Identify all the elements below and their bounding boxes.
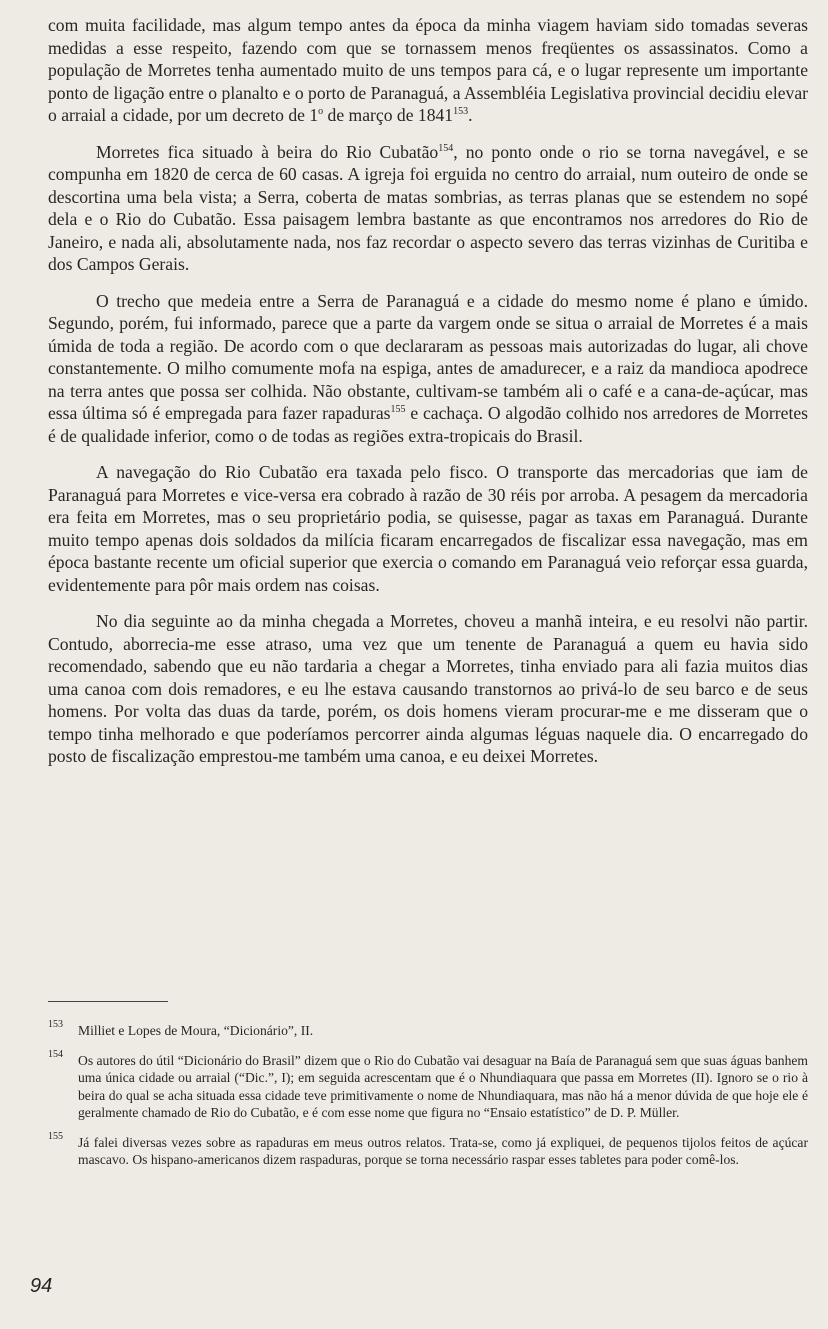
text-run: , no ponto onde o rio se torna navegável, e se compunha em 1820 de cerca de 60 casas. A igreja foi erguida no centro do arraial, num outeiro de onde se descortina uma bela vista; a Serra, coberta de matas sombrias, as terras planas que se estendem no sopé dela e o Rio do Cubatão. Essa paisagem lembra bastante as que encontramos nos arredores do Rio de Janeiro, e nada ali, absolutamente nada, nos faz recordar o aspecto severo das terras vizinhas de Curitiba e dos Campos Gerais.	[48, 141, 809, 274]
footnote-text: Já falei diversas vezes sobre as rapaduras em meus outros relatos. Trata-se, como já expliquei, de pequenos tijolos feitos de açúcar mascavo. Os hispano-americanos dizem raspaduras, porque se torna necessário raspar esses tabletes para poder comê-los.	[78, 1134, 808, 1167]
text-run: com muita facilidade, mas algum tempo antes da época da minha viagem haviam sido tomadas severas medidas a esse respeito, fazendo com que se tornassem menos freqüentes os assassinatos. Como a população de Morretes tenha aumentado muito de uns tempos para cá, e o lugar represente um importante ponto de ligação entre o planalto e o porto de Paranaguá, a Assembléia Legislativa provincial decidiu elevar o arraial a cidade, por um decreto de 1	[48, 15, 808, 125]
paragraph	[48, 14, 808, 127]
page-number: 94	[30, 1275, 53, 1297]
text-run: de março de 1841	[323, 105, 454, 125]
footnote-text: Milliet e Lopes de Moura, “Dicionário”, II.	[78, 1023, 314, 1038]
body-text	[48, 14, 808, 782]
paragraph	[48, 610, 808, 768]
text-run: A navegação do Rio Cubatão era taxada pelo fisco. O transporte das mercadorias que iam de Paranaguá para Morretes e vice-versa era cobrado à razão de 30 réis por arroba. A pesagem da mercadoria era feita em Morretes, mas o seu proprietário podia, se quisesse, pagar as taxas em Paranaguá. Durante muito tempo apenas dois soldados da milícia ficaram encarregados de fiscalizar essa navegação, mas em época bastante recente um oficial superior que exercia o comando em Paranaguá veio reforçar essa guarda, evidentemente para pôr mais ordem nas coisas.	[48, 462, 808, 595]
footnote	[48, 1130, 808, 1169]
footnote	[48, 1019, 808, 1040]
paragraph	[48, 141, 808, 276]
paragraph	[48, 290, 808, 448]
footnote-number: 154	[48, 1048, 63, 1060]
text-run: No dia seguinte ao da minha chegada a Morretes, choveu a manhã inteira, e eu resolvi não partir. Contudo, aborrecia-me esse atraso, uma vez que um tenente de Paranaguá a quem eu havia sido recomendado, sabendo que eu não tardaria a chegar a Morretes, tinha enviado para ali fazia muitos dias uma canoa com dois remadores, e eu lhe estava causando transtornos ao privá-lo de seu barco e de seus homens. Por volta das duas da tarde, porém, os dois homens vieram procurar-me e me disseram que o tempo tinha melhorado e que poderíamos percorrer ainda algumas léguas naquele dia. O encarregado do posto de fiscalização emprestou-me também uma canoa, e eu deixei Morretes.	[48, 611, 808, 766]
text-run: O trecho que medeia entre a Serra de Paranaguá e a cidade do mesmo nome é plano e úmido. Segundo, porém, fui informado, parece que a parte da vargem onde se situa o arraial de Morretes é a mais úmida de toda a região. De acordo com o que declararam as pessoas mais autorizadas do lugar, ali chove constantemente. O milho comumente mofa na espiga, antes de amadurecer, e a raiz da mandioca apodrece na terra antes que possa ser colhida. Não obstante, cultivam-se também ali o café e a cana-de-açúcar, mas essa última só é empregada para fazer rapaduras	[48, 290, 808, 423]
text-run: .	[468, 105, 473, 125]
footnote-reference: 154	[438, 142, 454, 154]
footnote	[48, 1048, 808, 1122]
footnote-number: 153	[48, 1019, 63, 1030]
footnote-reference: 155	[390, 404, 406, 416]
footnote-text: Os autores do útil “Dicionário do Brasil” dizem que o Rio do Cubatão vai desaguar na Baía de Paranaguá sem que suas águas banhem uma única cidade ou arraial (“Dic.”, I); em seguida acrescentam que é o Nhundiaquara que passa em Morretes (II). Ignoro se o rio à beira do qual se acha situada essa cidade teve primitivamente o nome de Nhundiaquara, mas não há a menor dúvida de que hoje ele é geralmente chamado de Rio do Cubatão, e é com esse nome que figura no “Ensaio estatístico” de D. P. Müller.	[78, 1052, 808, 1120]
footnote-reference: 153	[453, 106, 469, 118]
footnote-reference: o	[318, 106, 324, 118]
text-run: e cachaça. O algodão colhido nos arredores de Morretes é de qualidade inferior, como o de todas as regiões extra-tropicais do Brasil.	[48, 403, 808, 446]
footnote-separator	[48, 1001, 168, 1002]
paragraph	[48, 461, 808, 596]
text-run: Morretes fica situado à beira do Rio Cubatão	[96, 141, 439, 162]
footnotes	[48, 1019, 808, 1181]
footnote-number: 155	[48, 1130, 63, 1142]
